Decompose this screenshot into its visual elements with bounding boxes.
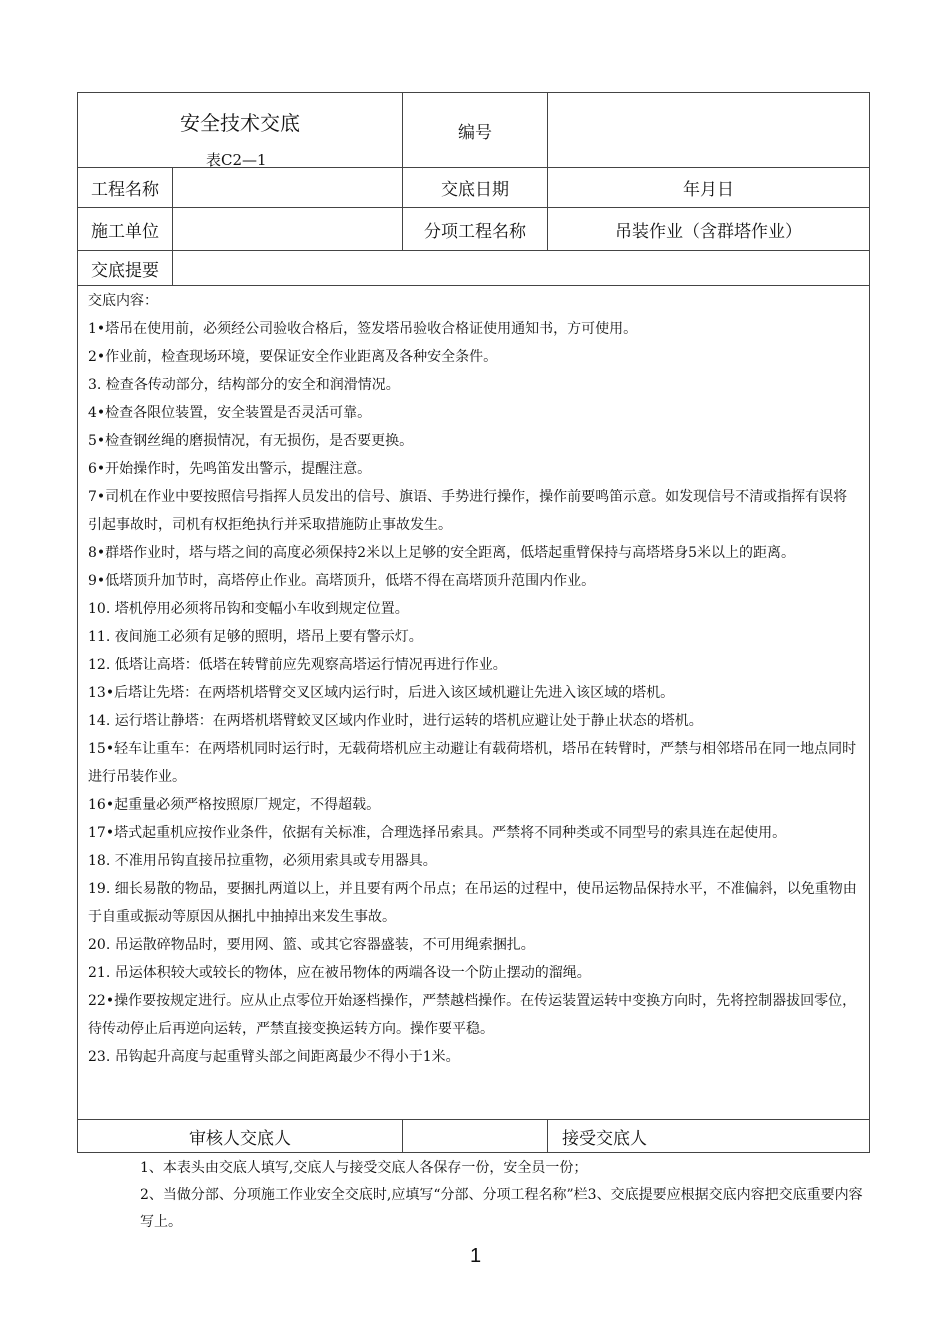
content-cell <box>78 286 870 1120</box>
project-name-value[interactable] <box>173 168 403 208</box>
note-item: 2、当做分部、分项施工作业安全交底时,应填写“分部、分项工程名称”栏3、交底提要应根据交底内容把交底重要内容写上。 <box>140 1187 863 1230</box>
number-label: 编号 <box>403 93 548 168</box>
summary-row <box>78 251 870 286</box>
reviewer-value[interactable] <box>403 1120 548 1153</box>
content-item: 21. 吊运体积较大或较长的物体，应在被吊物体的两端各设一个防止摆动的溜绳。 <box>88 965 591 981</box>
project-row <box>78 168 870 208</box>
subproject-label: 分项工程名称 <box>403 208 548 251</box>
signature-row <box>78 1120 870 1153</box>
form-notes <box>140 1155 870 1236</box>
content-item: 18. 不准用吊钩直接吊拉重物，必须用索具或专用器具。 <box>88 853 437 869</box>
form-title: 安全技术交底 <box>180 111 300 135</box>
title-row <box>78 93 870 168</box>
content-row <box>78 286 870 1120</box>
summary-value[interactable] <box>173 251 870 286</box>
content-item: 3. 检查各传动部分，结构部分的安全和润滑情况。 <box>88 377 400 393</box>
content-item: 1•塔吊在使用前，必须经公司验收合格后，签发塔吊验收合格证使用通知书，方可使用。 <box>88 321 638 337</box>
content-item: 14. 运行塔让静塔：在两塔机塔臂蛟叉区域内作业时，进行运转的塔机应避让处于静止状态的塔机。 <box>88 713 703 729</box>
content-item: 7•司机在作业中要按照信号指挥人员发出的信号、旗语、手势进行操作，操作前要鸣笛示意。如发现信号不清或指挥有误将引起事故时，司机有权拒绝执行并采取措施防止事故发生。 <box>88 489 848 533</box>
project-name-label: 工程名称 <box>78 168 173 208</box>
unit-value[interactable] <box>173 208 403 251</box>
content-item: 22•操作要按规定进行。应从止点零位开始逐档操作，严禁越档操作。在传运装置运转中变换方向时，先将控制器拔回零位，待传动停止后再逆向运转，严禁直接变换运转方向。操作要平稳。 <box>88 993 857 1037</box>
number-value[interactable] <box>548 93 870 168</box>
page-number: 1 <box>470 1245 482 1267</box>
receiver-label: 接受交底人 <box>548 1120 870 1153</box>
subproject-value[interactable]: 吊装作业（含群塔作业） <box>548 208 870 251</box>
form-number: 表C2—1 <box>206 151 267 169</box>
summary-label: 交底提要 <box>78 251 173 286</box>
content-item: 13•后塔让先塔：在两塔机塔臂交叉区域内运行时，后进入该区域机避让先进入该区域的塔机。 <box>88 685 675 701</box>
reviewer-label: 审核人交底人 <box>78 1120 403 1153</box>
unit-label: 施工单位 <box>78 208 173 251</box>
form-title-cell <box>78 93 403 168</box>
content-item: 4•检查各限位装置，安全装置是否灵活可靠。 <box>88 405 372 421</box>
date-label: 交底日期 <box>403 168 548 208</box>
content-item: 15•轻车让重车：在两塔机同时运行时，无载荷塔机应主动避让有载荷塔机，塔吊在转臂时，严禁与相邻塔吊在同一地点同时进行吊装作业。 <box>88 741 857 785</box>
date-value[interactable]: 年月日 <box>548 168 870 208</box>
content-item: 19. 细长易散的物品，要捆扎两道以上，并且要有两个吊点；在吊运的过程中，使吊运物品保持水平，不准偏斜，以免重物由于自重或振动等原因从捆扎中抽掉出来发生事故。 <box>88 881 857 925</box>
content-item: 6•开始操作时，先鸣笛发出警示，提醒注意。 <box>88 461 372 477</box>
content-item: 9•低塔顶升加节时，高塔停止作业。高塔顶升，低塔不得在高塔顶升范围内作业。 <box>88 573 596 589</box>
content-item: 10. 塔机停用必须将吊钩和变幅小车收到规定位置。 <box>88 601 409 617</box>
content-item: 17•塔式起重机应按作业条件，依据有关标准，合理选择吊索具。严禁将不同种类或不同型号的索具连在起使用。 <box>88 825 787 841</box>
safety-briefing-form <box>77 92 870 1153</box>
content-item: 23. 吊钩起升高度与起重臂头部之间距离最少不得小于1米。 <box>88 1049 460 1065</box>
unit-row <box>78 208 870 251</box>
content-item: 5•检查钢丝绳的磨损情况，有无损伤，是否要更换。 <box>88 433 414 449</box>
content-list <box>88 315 861 1071</box>
content-item: 11. 夜间施工必须有足够的照明，塔吊上要有警示灯。 <box>88 629 423 645</box>
content-item: 20. 吊运散碎物品时，要用网、篮、或其它容器盛装，不可用绳索捆扎。 <box>88 937 535 953</box>
content-item: 16•起重量必须严格按照原厂规定，不得超载。 <box>88 797 381 813</box>
note-item: 1、本表头由交底人填写,交底人与接受交底人各保存一份，安全员一份； <box>140 1160 588 1176</box>
content-item: 8•群塔作业时，塔与塔之间的高度必须保持2米以上足够的安全距离，低塔起重臂保持与高塔塔身5米以上的距离。 <box>88 545 795 561</box>
content-item: 2•作业前，检查现场环境，要保证安全作业距离及各种安全条件。 <box>88 349 498 365</box>
content-item: 12. 低塔让高塔：低塔在转臂前应先观察高塔运行情况再进行作业。 <box>88 657 507 673</box>
content-heading: 交底内容： <box>88 293 158 309</box>
